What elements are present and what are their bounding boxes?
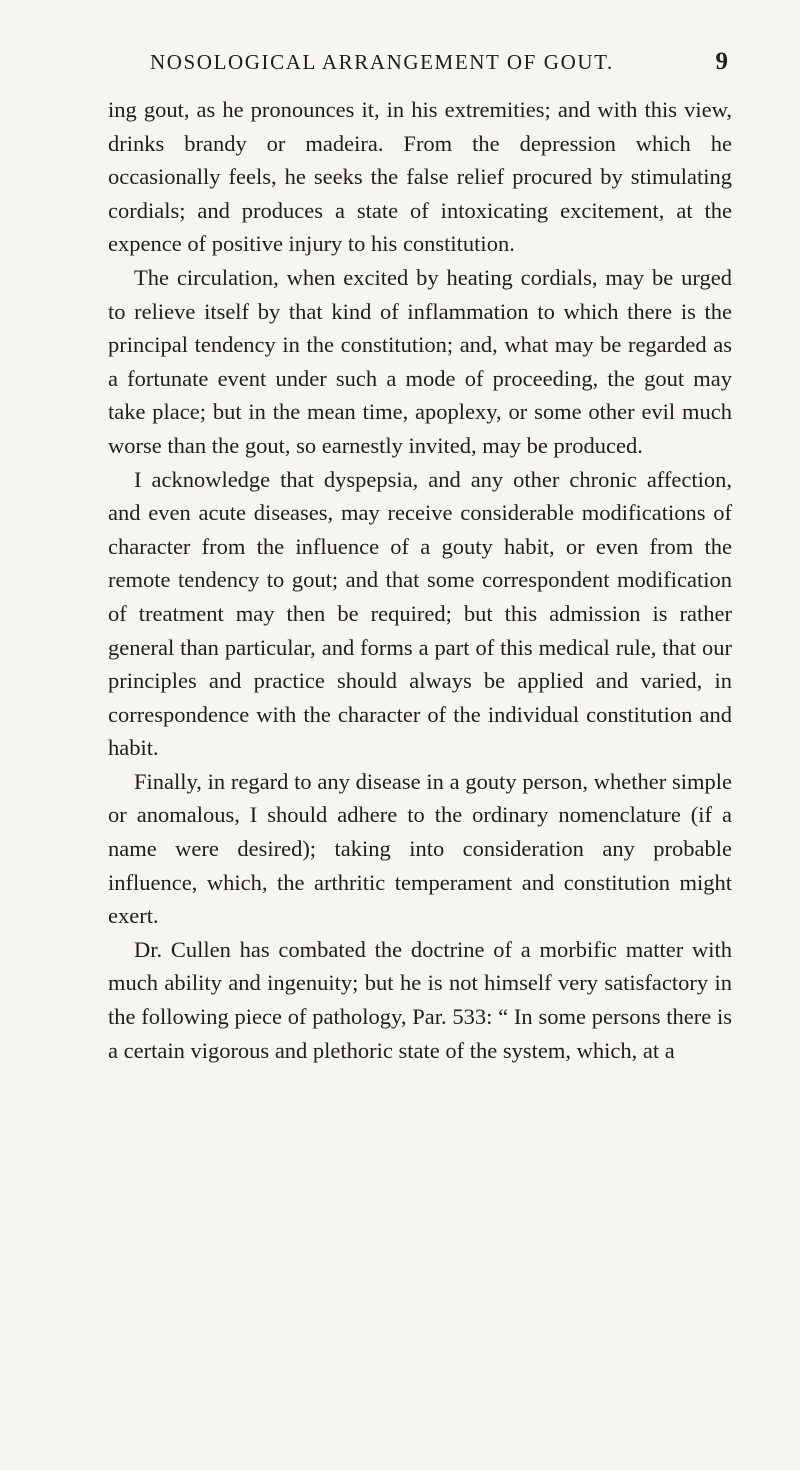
paragraph-circulation: The circulation, when excited by heating cordials, may be urged to relieve itself by that kind of inflammation to which there is the principal tendency in the constitution; and, what may be regarded as a fortunate event under such a mode of proceeding, the gout may take place; but in the mean time, apoplexy, or some other evil much worse than the gout, so earnestly invited, may be produced.: [108, 264, 732, 458]
paragraph-nomenclature: Finally, in regard to any disease in a gouty person, whether simple or anomalous, I should adhere to the ordinary nomenclature (if a name were desired); taking into consideration any probable influence, which, the arthritic temperament and constitution might exert.: [108, 768, 732, 929]
running-title: NOSOLOGICAL ARRANGEMENT OF GOUT.: [150, 50, 614, 74]
paragraph-continuation: ing gout, as he pronounces it, in his extremities; and with this view, drinks brandy or madeira. From the depression which he occasionally feels, he seeks the false relief procured by stimulating cordials; and produces a state of intoxicating excitement, at the expence of positive injury to his constitution.: [108, 97, 732, 257]
body-text: [108, 93, 732, 1067]
paragraph-dyspepsia: I acknowledge that dyspepsia, and any other chronic affection, and even acute diseases, may receive considerable modifications of character from the influence of a gouty habit, or even from the remote tendency to gout; and that some correspondent modification of treatment may then be required; but this admission is rather general than particular, and forms a part of this medical rule, that our principles and practice should always be applied and varied, in correspondence with the character of the individual constitution and habit.: [108, 466, 732, 761]
page-number: 9: [715, 48, 728, 75]
running-head: [118, 50, 728, 80]
paragraph-cullen: Dr. Cullen has combated the doctrine of a morbific matter with much ability and ingenuity; but he is not himself very satisfactory in the following piece of pathology, Par. 533: “ In some persons there is a certain vigorous and plethoric state of the system, which, at a: [108, 936, 732, 1063]
